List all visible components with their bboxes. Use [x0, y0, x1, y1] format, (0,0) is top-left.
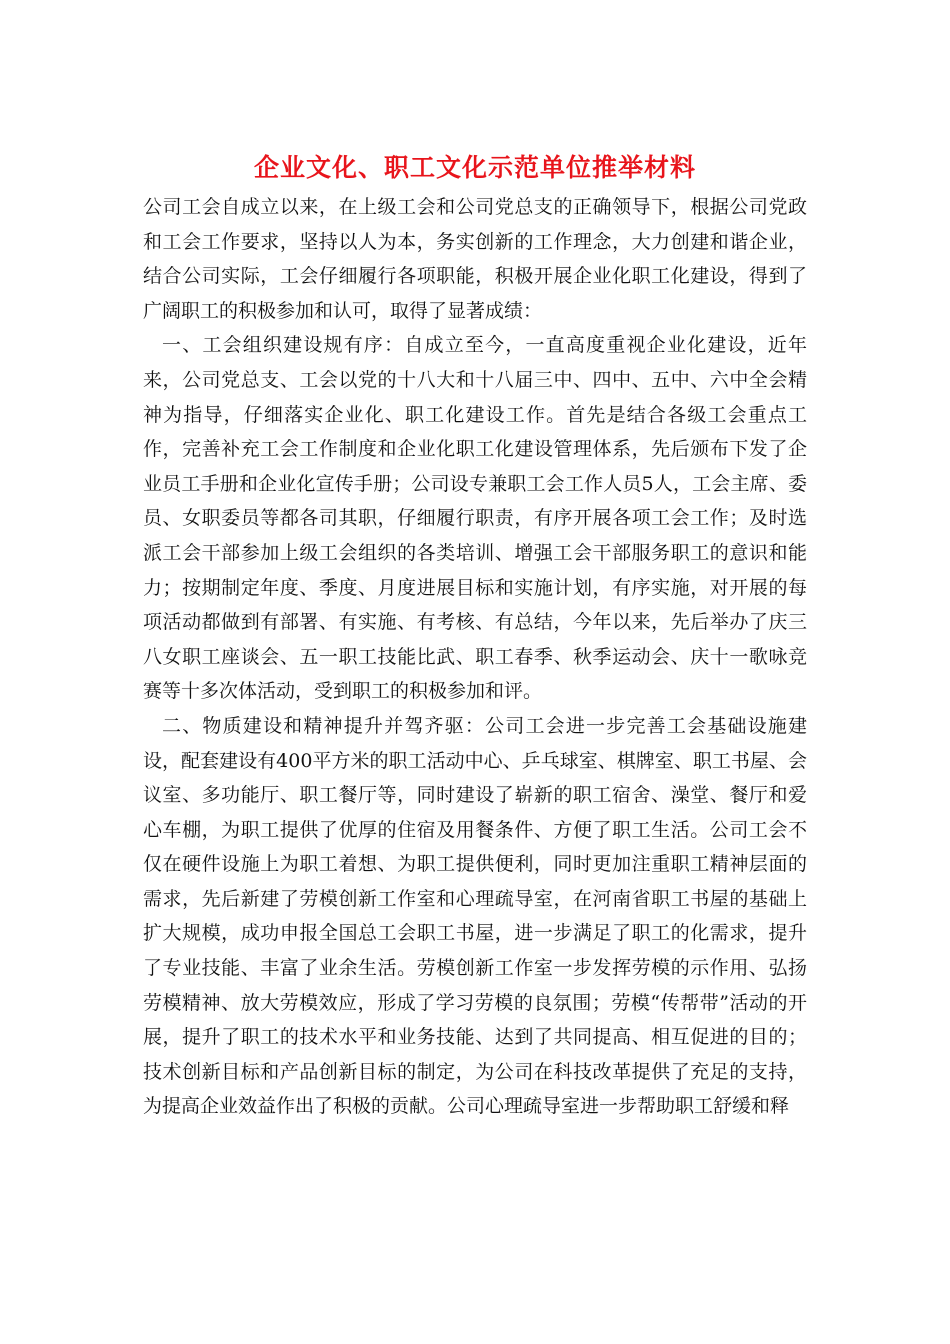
document-title: 企业文化、职工文化示范单位推举材料 [253, 153, 696, 182]
paragraph-section-1: 一、工会组织建设规有序：自成立至今，一直高度重视企业化建设，近年来，公司党总支、工会以党的十八大和十八届三中、四中、五中、六中全会精神为指导，仔细落实企业化、职工化建设工作。首先是结合各级工会重点工作，完善补充工会工作制度和企业化职工化建设管理体系，先后颁布下发了企业员工手册和企业化宣传手册；公司设专兼职工会工作人员5人，工会主席、委员、女职委员等都各司其职，仔细履行职责，有序开展各项工会工作；及时选派工会干部参加上级工会组织的各类培训、增强工会干部服务职工的意识和能力；按期制定年度、季度、月度进展目标和实施计划，有序实施，对开展的每项活动都做到有部署、有实施、有考核、有总结，今年以来，先后举办了庆三八女职工座谈会、五一职工技能比武、职工春季、秋季运动会、庆十一歌咏竞赛等十多次体活动，受到职工的积极参加和评。 [143, 334, 807, 703]
document-body [143, 190, 807, 1124]
paragraph-section-2: 二、物质建设和精神提升并驾齐驱：公司工会进一步完善工会基础设施建设，配套建设有400平方米的职工活动中心、乒乓球室、棋牌室、职工书屋、会议室、多功能厅、职工餐厅等，同时建设了崭新的职工宿舍、澡堂、餐厅和爱心车棚，为职工提供了优厚的住宿及用餐条件、方便了职工生活。公司工会不仅在硬件设施上为职工着想、为职工提供便利，同时更加注重职工精神层面的需求，先后新建了劳模创新工作室和心理疏导室，在河南省职工书屋的基础上扩大规模，成功申报全国总工会职工书屋，进一步满足了职工的化需求，提升了专业技能、丰富了业余生活。劳模创新工作室一步发挥劳模的示作用、弘扬劳模精神、放大劳模效应，形成了学习劳模的良氛围；劳模“传帮带”活动的开展，提升了职工的技术水平和业务技能、达到了共同提高、相互促进的目的；技术创新目标和产品创新目标的制定，为公司在科技改革提供了充足的支持，为提高企业效益作出了积极的贡献。公司心理疏导室进一步帮助职工舒缓和释 [143, 714, 807, 1118]
paragraph-intro: 公司工会自成立以来，在上级工会和公司党总支的正确领导下，根据公司党政和工会工作要求，坚持以人为本，务实创新的工作理念，大力创建和谐企业，结合公司实际，工会仔细履行各项职能，积极开展企业化职工化建设，得到了广阔职工的积极参加和认可，取得了显著成绩： [143, 196, 807, 322]
